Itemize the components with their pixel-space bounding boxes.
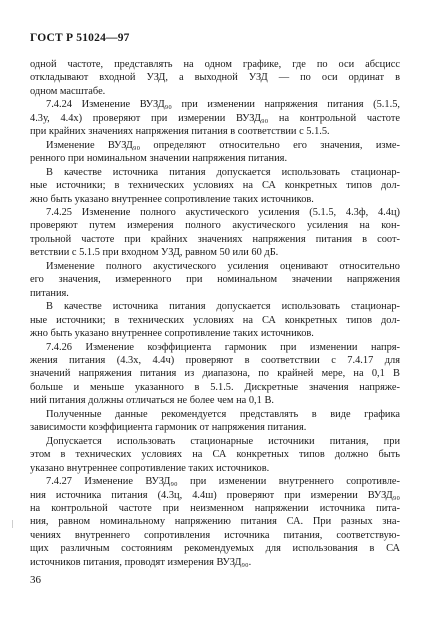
text-line: на контрольной частоте при неизменном напряжении источника пита- [30, 502, 400, 514]
text-line: откладывают входной УЗД, а выходной УЗД — по оси ординат в [30, 72, 400, 84]
text-line: ные источники; в технических условиях на СА конкретных типов дол- [30, 314, 400, 326]
document-body [30, 58, 400, 569]
text-line: ренного при номинальном значении напряжения питания. [30, 153, 288, 165]
text-line: Изменение ВУЗД₉₀ определяют относительно его значения, изме- [46, 139, 400, 151]
text-line: Полученные данные рекомендуется представлять в виде графика [46, 408, 400, 420]
text-line: зависимости коэффициента гармоник от напряжения питания. [30, 422, 307, 434]
text-line: жно быть указано внутреннее сопротивление таких источников. [30, 193, 314, 205]
paragraph [30, 260, 400, 300]
text-line: ные источники; в технических условиях на СА конкретных типов дол- [30, 180, 400, 192]
text-line: жения питания (4.3х, 4.4ч) проверяют в соответствии с 7.4.17 для [30, 354, 400, 366]
paragraph [30, 98, 400, 138]
text-line: 7.4.26 Изменение коэффициента гармоник при изменении напря- [46, 341, 400, 353]
text-line: ний питания должны отличаться не более чем на 0,1 В. [30, 395, 274, 407]
text-line: жно быть указано внутреннее сопротивление таких источников. [30, 328, 314, 340]
text-line: 4.3у, 4.4х) проверяют при измерении ВУЗД₉₀ на контрольной частоте [30, 112, 400, 124]
text-line: источников питания, проводят измерения ВУЗД₉₀. [30, 556, 252, 568]
paragraph [30, 408, 400, 435]
text-line: В качестве источника питания допускается использовать стационар- [46, 301, 400, 313]
text-line: В качестве источника питания допускается использовать стационар- [46, 166, 400, 178]
margin-mark: | [12, 519, 14, 528]
paragraph [30, 206, 400, 260]
paragraph [30, 435, 400, 475]
text-line: 7.4.25 Изменение полного акустического усиления (5.1.5, 4.3ф, 4.4ц) [46, 206, 400, 218]
text-line: проверяют путем измерения полного акустического усиления на кон- [30, 220, 400, 232]
text-line: Допускается использовать стационарные источники питания, при [46, 435, 400, 447]
paragraph [30, 475, 400, 569]
paragraph [30, 341, 400, 408]
text-line: трольной частоте при крайних значениях напряжения питания в соот- [30, 233, 400, 245]
text-line: указано внутреннее сопротивление таких источников. [30, 462, 270, 474]
text-line: при крайних значениях напряжения питания в соответствии с 5.1.5. [30, 126, 330, 138]
document-header: ГОСТ Р 51024—97 [30, 32, 130, 44]
text-line: значений напряжения питания из диапазона, по крайней мере, на 0,1 В [30, 368, 400, 380]
text-line: питания. [30, 287, 69, 299]
text-line: ветствии с 5.1.5 при входном УЗД, равном 50 или 60 дБ. [30, 247, 279, 259]
text-line: одной частоте, представлять на одном графике, где по оси абсцисс [30, 59, 400, 70]
text-line: 7.4.27 Изменение ВУЗД₉₀ при изменении внутреннего сопротивле- [46, 476, 400, 488]
text-line: Изменение полного акустического усиления оценивают относительно [46, 260, 400, 272]
paragraph [30, 166, 400, 206]
page-number: 36 [30, 574, 41, 586]
text-line: ния, равном номинальному напряжению питания СА. При разных зна- [30, 516, 400, 528]
paragraph [30, 139, 400, 166]
text-line: ния источника питания (4.3ц, 4.4ш) проверяют при измерении ВУЗД₉₀ [30, 489, 400, 501]
paragraph [30, 58, 400, 98]
text-line: его значения, измеренного при номинальном значении напряжения [30, 274, 400, 286]
text-line: 7.4.24 Изменение ВУЗД₉₀ при изменении напряжения питания (5.1.5, [46, 99, 400, 111]
text-line: щих различным состояниям рекомендуемых для использования в СА [30, 543, 400, 555]
text-line: чениях внутреннего сопротивления источника питания, соответствую- [30, 529, 400, 541]
text-line: больше и меньше указанного в 5.1.5. Дискретные значения напряже- [30, 381, 400, 393]
text-line: этом в технических условиях на СА конкретных типов должно быть [30, 449, 400, 461]
paragraph [30, 300, 400, 340]
text-line: одном масштабе. [30, 85, 106, 97]
